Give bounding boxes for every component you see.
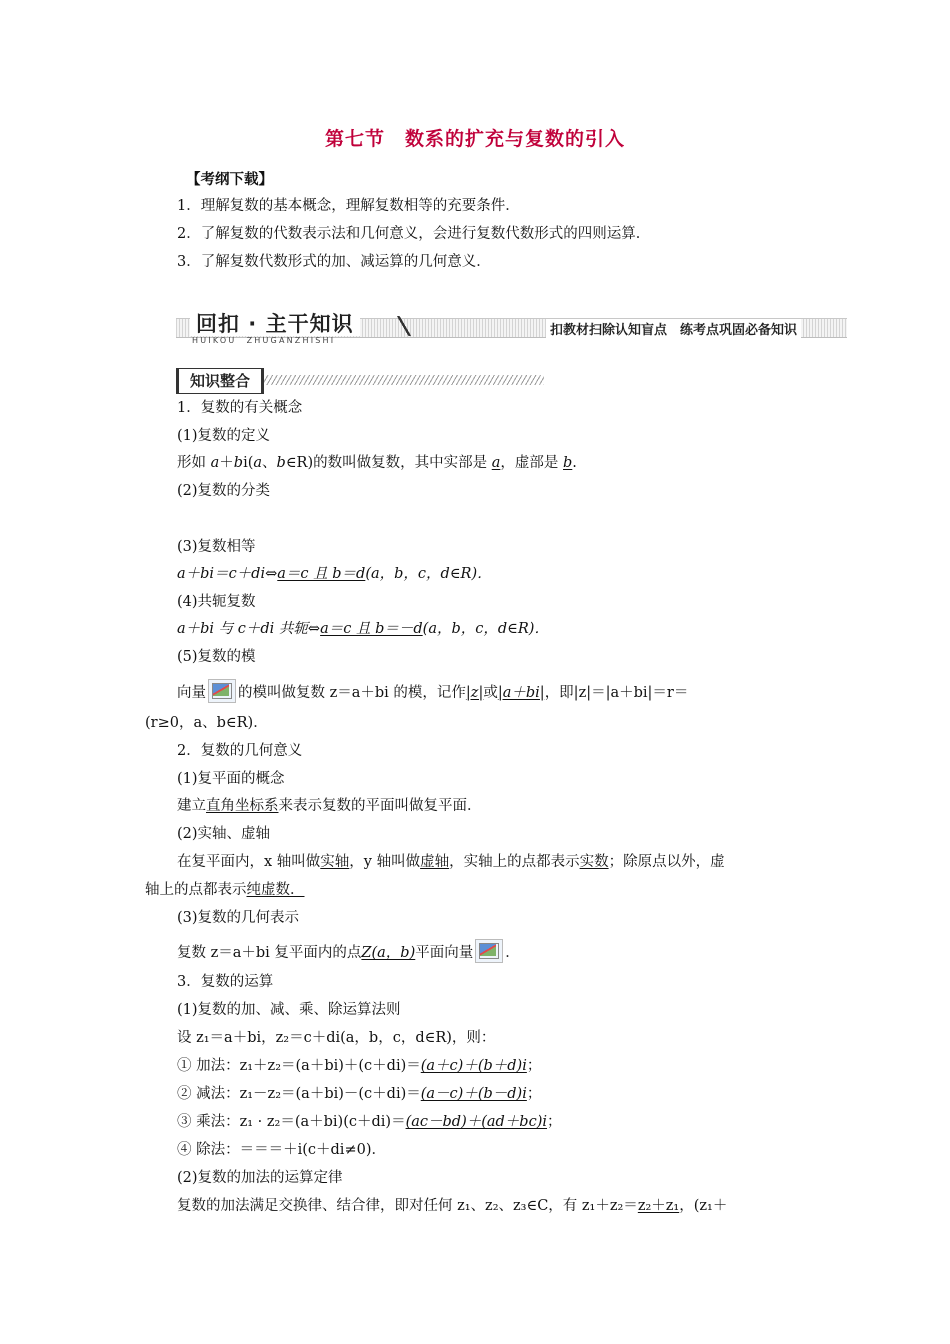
subheading: (1)复平面的概念 [177,771,285,787]
formula-div: ④ 除法：＝＝＝＋i(c＋di≠0)． [177,1142,386,1158]
subheading: (4)共轭复数 [177,594,256,610]
paragraph: 复数 z＝a＋bi 复平面内的点Z(a，b)平面向量 ． [177,939,520,963]
outline-item: 3．了解复数代数形式的加、减运算的几何意义． [177,254,491,270]
paragraph: 设 z₁＝a＋bi，z₂＝c＋di(a，b，c，d∈R)，则： [177,1030,496,1046]
paragraph: 轴上的点都表示纯虚数． [145,882,305,898]
formula-add: ① 加法：z₁＋z₂＝(a＋bi)＋(c＋di)＝(a＋c)＋(b＋d)i； [177,1058,542,1074]
banner-title: 回扣 · 主干知识 [190,308,360,336]
subheading: (3)复数相等 [177,539,256,555]
outline-item: 1．理解复数的基本概念，理解复数相等的充要条件． [177,198,520,214]
subheading: (3)复数的几何表示 [177,910,300,926]
banner-slash-icon [396,316,412,336]
formula-sub: ② 减法：z₁－z₂＝(a＋bi)－(c＋di)＝(a－c)＋(b－d)i； [177,1086,542,1102]
subheading: (5)复数的模 [177,649,256,665]
subheading: (1)复数的加、减、乘、除运算法则 [177,1002,401,1018]
paragraph: 在复平面内，x 轴叫做实轴，y 轴叫做虚轴，实轴上的点都表示实数；除原点以外，虚 [177,854,725,870]
banner-subtitle: 扣教材扫除认知盲点 练考点巩固必备知识 [546,319,801,338]
banner-pinyin: HUIKOU ZHUGANZHISHI [192,336,336,345]
outline-heading: 【考纲下载】 [186,172,273,188]
section-heading: 2．复数的几何意义 [177,743,303,759]
section-heading: 1．复数的有关概念 [177,400,303,416]
formula-mul: ③ 乘法：z₁ · z₂＝(a＋bi)(c＋di)＝(ac－bd)＋(ad＋bc)i； [177,1114,562,1130]
paragraph: a＋bi 与 c＋di 共轭⇔a＝c 且 b＝－d(a，b，c，d∈R)． [177,621,549,637]
vector-image-icon [475,939,503,963]
knowledge-tag: 知识整合 [176,368,264,394]
outline-item: 2．了解复数的代数表示法和几何意义，会进行复数代数形式的四则运算． [177,226,651,242]
paragraph: a＋bi＝c＋di⇔a＝c 且 b＝d(a，b，c，d∈R)． [177,566,492,582]
subheading: (2)复数的加法的运算定律 [177,1170,343,1186]
hatch-divider [264,375,544,385]
paragraph: 建立直角坐标系来表示复数的平面叫做复平面． [177,798,482,814]
page-title: 第七节 数系的扩充与复数的引入 [324,128,625,150]
subheading: (2)实轴、虚轴 [177,826,271,842]
paragraph: 向量 的模叫做复数 z＝a＋bi 的模，记作|z|或|a＋bi|，即|z|＝|a＋bi|＝r＝ [177,679,688,703]
subheading: (2)复数的分类 [177,483,271,499]
vector-image-icon [208,679,236,703]
paragraph: 复数的加法满足交换律、结合律，即对任何 z₁、z₂、z₃∈C，有 z₁＋z₂＝z₂＋z₁，(z₁＋ [177,1198,728,1214]
section-banner [176,308,847,345]
paragraph: (r≥0，a、b∈R)． [145,715,268,731]
paragraph: 形如 a＋bi(a、b∈R)的数叫做复数，其中实部是 a，虚部是 b. [177,455,577,471]
section-heading: 3．复数的运算 [177,974,274,990]
subheading: (1)复数的定义 [177,428,271,444]
